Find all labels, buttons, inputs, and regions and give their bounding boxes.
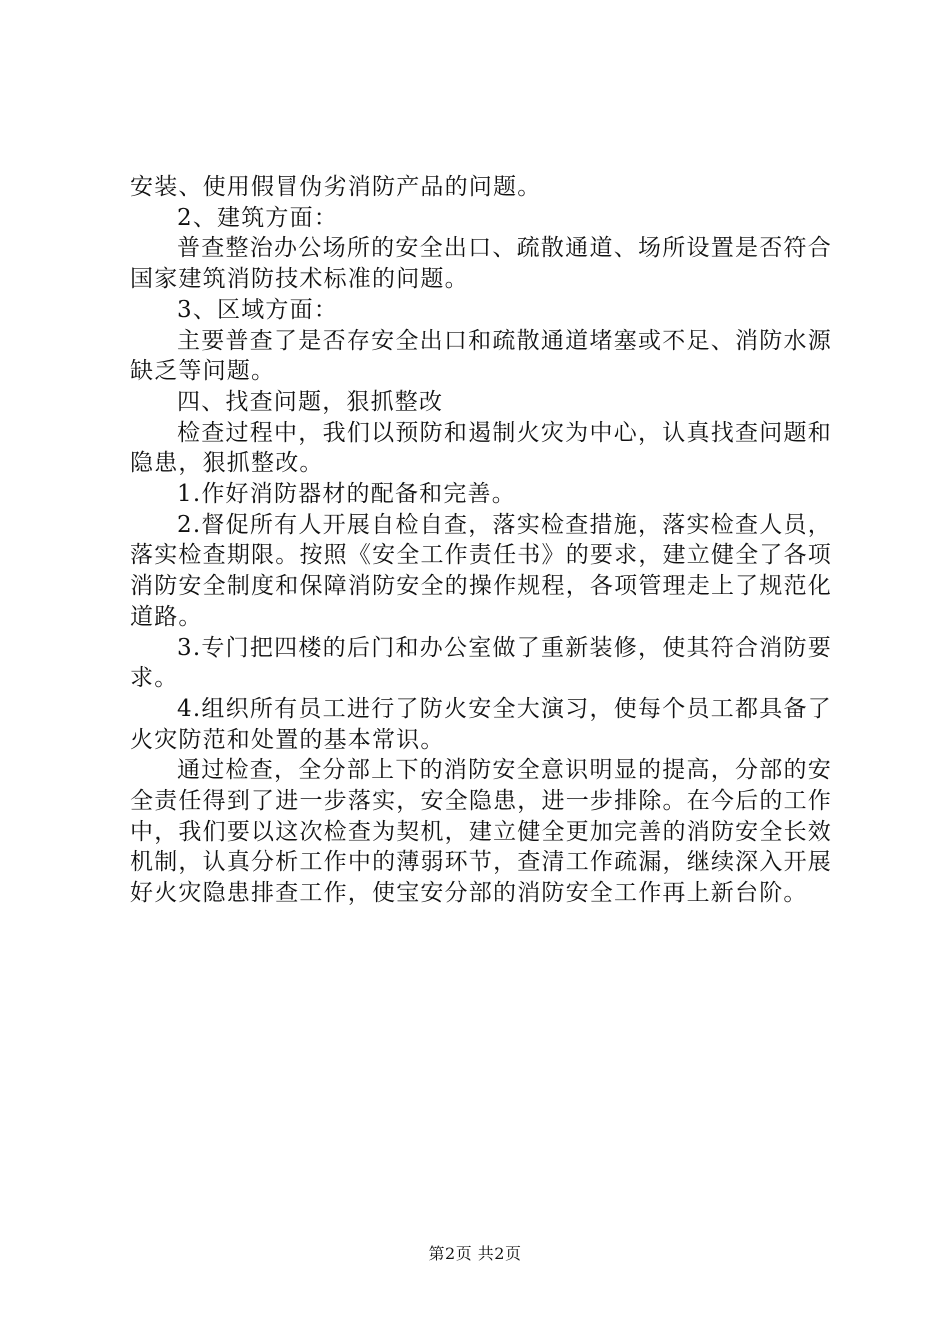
list-item-2: 2.督促所有人开展自检自查，落实检查措施，落实检查人员，落实检查期限。按照《安全工作责任书》的要求，建立健全了各项消防安全制度和保障消防安全的操作规程，各项管理走上了规范化道路。: [130, 511, 832, 630]
paragraph-inspection: 检查过程中，我们以预防和遏制火灾为中心，认真找查问题和隐患，狠抓整改。: [130, 419, 832, 477]
list-item-4: 4.组织所有员工进行了防火安全大演习，使每个员工都具备了火灾防范和处置的基本常识。: [130, 695, 832, 753]
list-item-3: 3.专门把四楼的后门和办公室做了重新装修，使其符合消防要求。: [130, 634, 832, 692]
paragraph-continuation: 安装、使用假冒伪劣消防产品的问题。: [130, 174, 542, 200]
paragraph-area: 主要普查了是否存安全出口和疏散通道堵塞或不足、消防水源缺乏等问题。: [130, 327, 832, 385]
paragraph-conclusion: 通过检查，全分部上下的消防安全意识明显的提高，分部的安全责任得到了进一步落实，安全隐患，进一步排除。在今后的工作中，我们要以这次检查为契机，建立健全更加完善的消防安全长效机制，认真分析工作中的薄弱环节，查清工作疏漏，继续深入开展好火灾隐患排查工作，使宝安分部的消防安全工作再上新台阶。: [130, 757, 832, 907]
list-item-heading-area: 3、区域方面：: [177, 296, 339, 323]
list-item-1: 1.作好消防器材的配备和完善。: [177, 481, 516, 508]
list-item-heading-building: 2、建筑方面：: [177, 204, 339, 231]
paragraph-building: 普查整治办公场所的安全出口、疏散通道、场所设置是否符合国家建筑消防技术标准的问题。: [130, 235, 832, 293]
page-number-footer: 第2页 共2页: [428, 1244, 522, 1263]
section-heading: 四、找查问题，狠抓整改: [177, 388, 444, 415]
document-body: [130, 172, 832, 909]
